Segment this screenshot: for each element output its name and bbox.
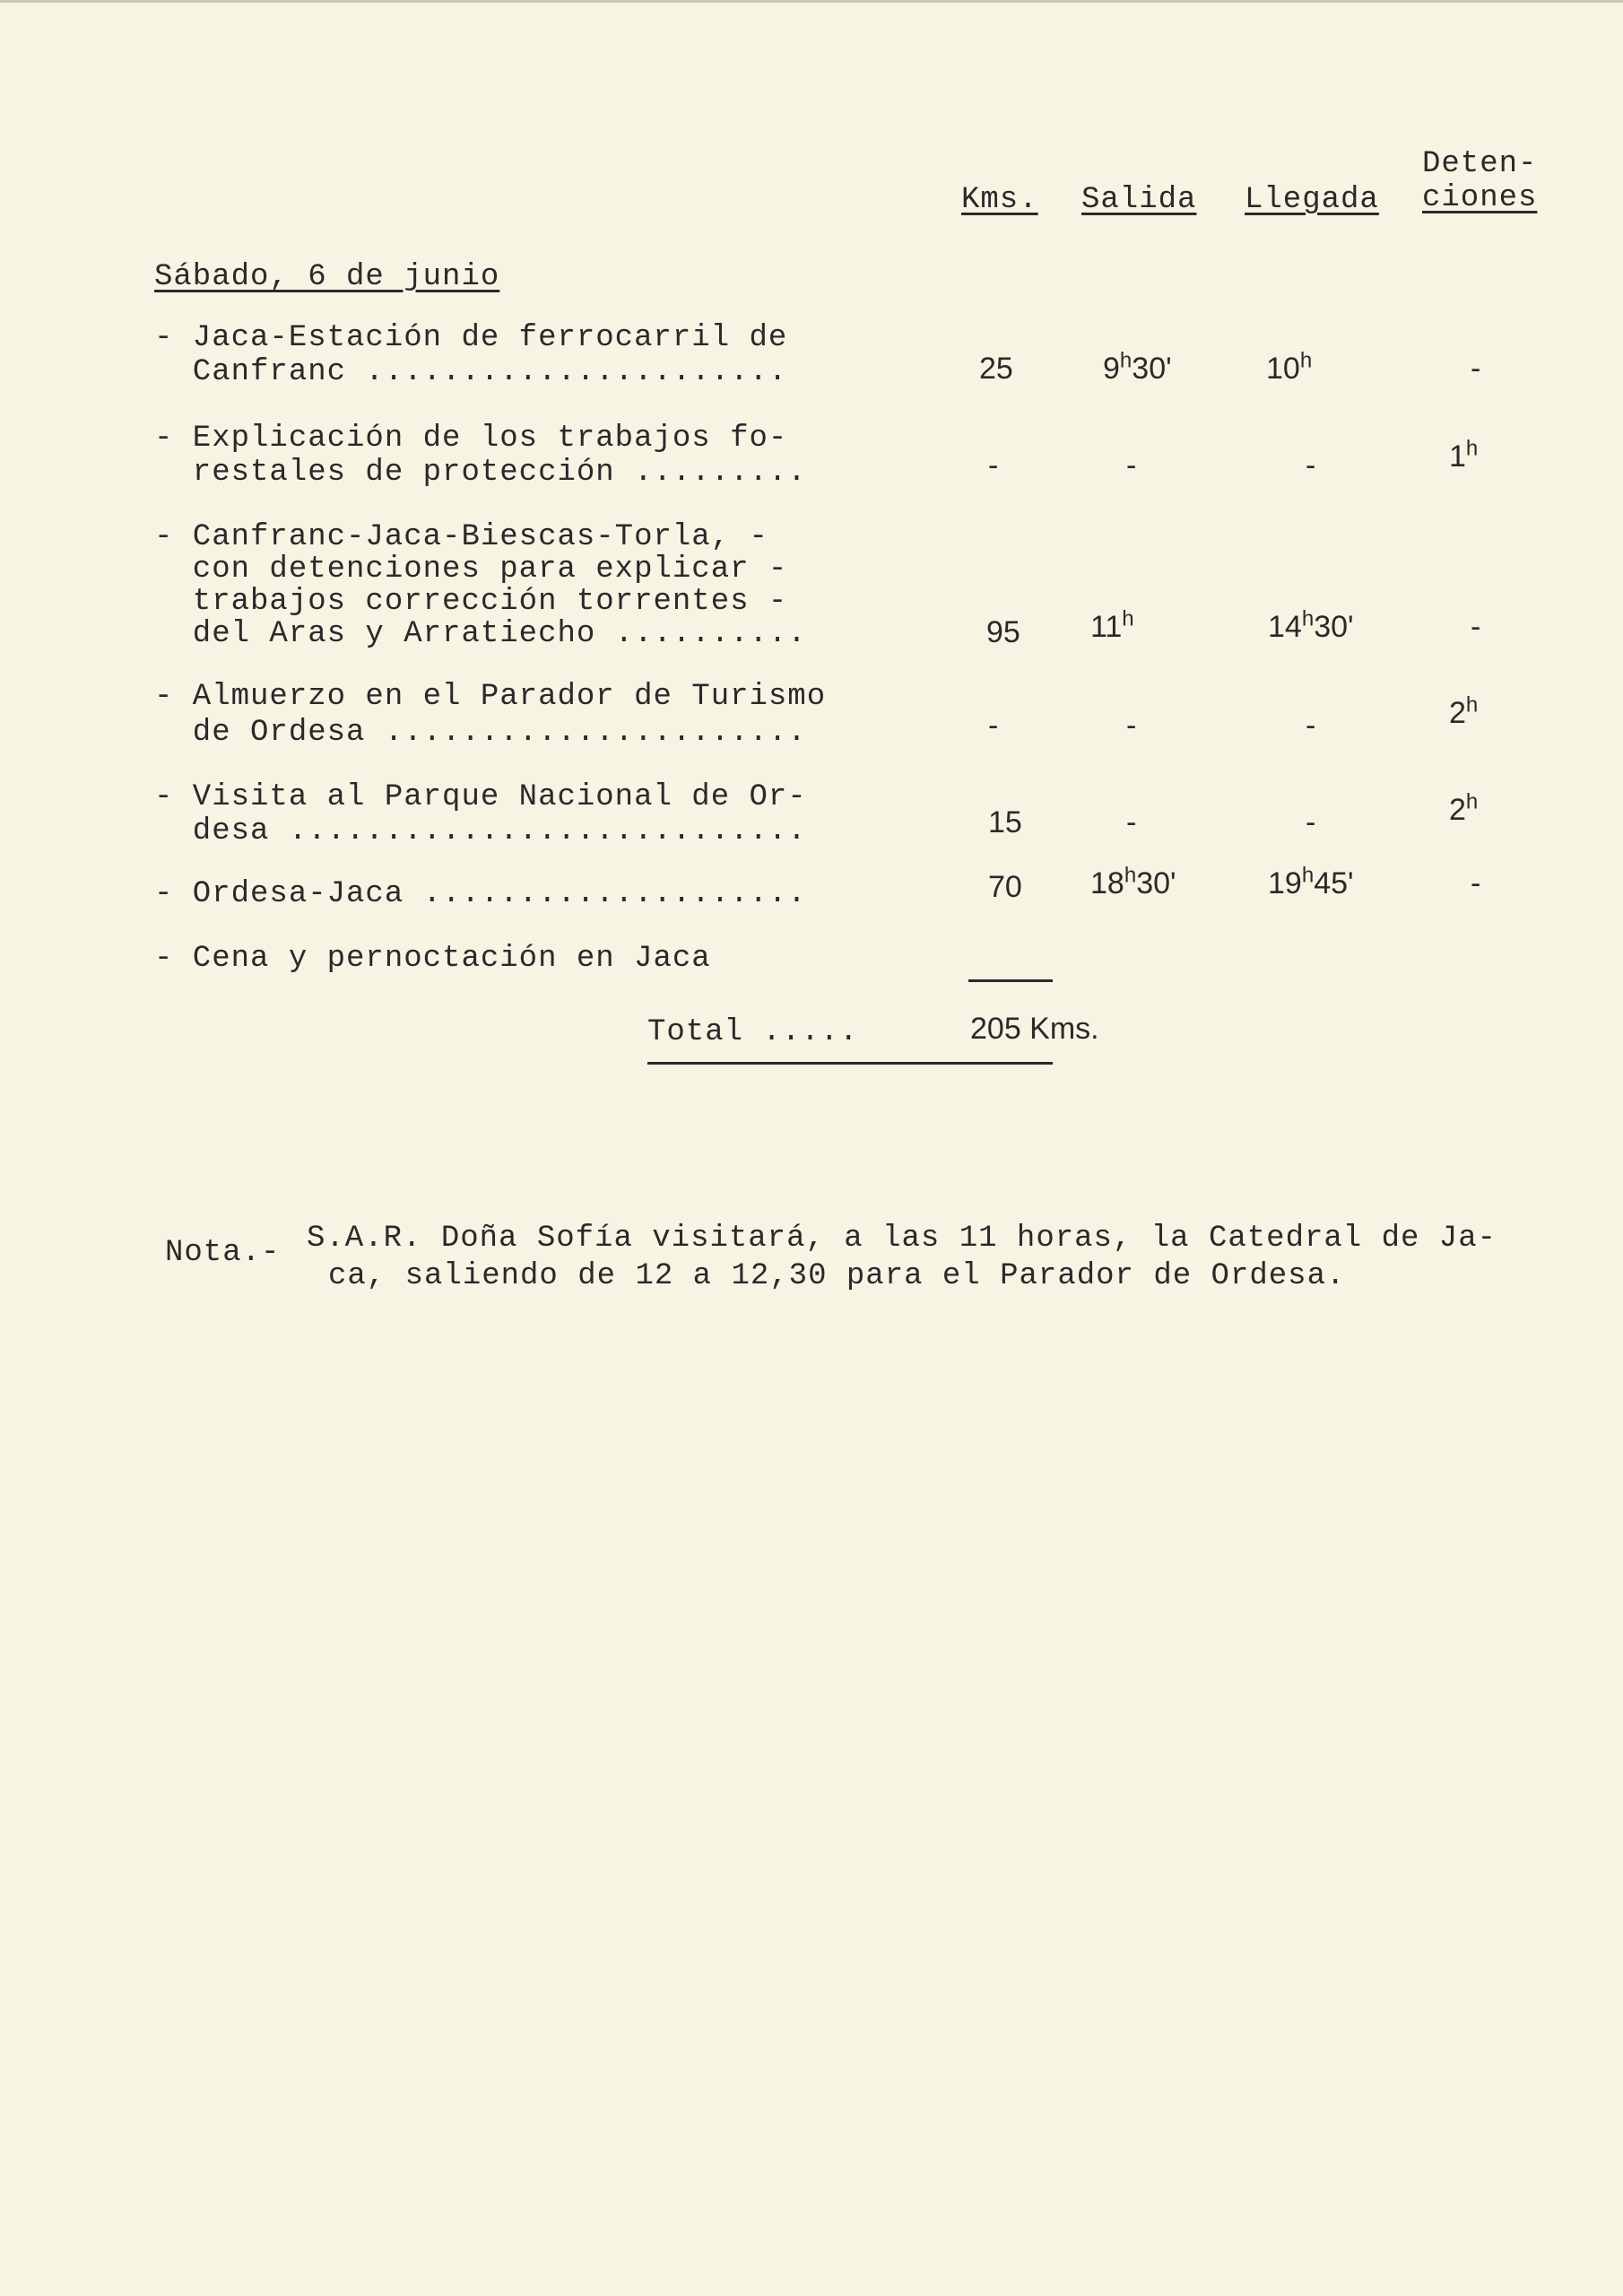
row-6-salida: 18$^h$30'	[1090, 863, 1176, 900]
page-edge	[0, 0, 1623, 3]
row-2-salida: -	[1126, 448, 1137, 483]
row-3-detenciones: -	[1471, 610, 1481, 644]
row-1-line-2: Canfranc ......................	[154, 355, 788, 389]
row-6-detenciones: -	[1471, 866, 1481, 900]
row-3-line-4: del Aras y Arratiecho ..........	[154, 617, 807, 651]
total-underline	[647, 1062, 1053, 1065]
row-1-salida: 9$^h$30'	[1103, 348, 1172, 386]
row-5-line-2: desa ...........................	[154, 814, 807, 848]
row-2-line-1: - Explicación de los trabajos fo-	[154, 422, 788, 456]
row-4-detenciones: 2$^h$	[1449, 692, 1479, 730]
day-title: Sábado, 6 de junio	[154, 260, 500, 294]
row-6-llegada: 19$^h$45'	[1268, 863, 1354, 900]
total-label: Total .....	[647, 1015, 859, 1049]
header-detenciones-line2: ciones	[1422, 181, 1538, 215]
nota-line-1: S.A.R. Doña Sofía visitará, a las 11 horas, la Catedral de Ja-	[307, 1222, 1497, 1256]
row-4-line-1: - Almuerzo en el Parador de Turismo	[154, 680, 827, 714]
row-6-line-1: - Ordesa-Jaca ....................	[154, 877, 807, 911]
row-2-kms: -	[988, 448, 999, 483]
row-4-line-2: de Ordesa ......................	[154, 716, 807, 750]
row-2-detenciones: 1$^h$	[1449, 436, 1479, 474]
header-llegada: Llegada	[1245, 183, 1379, 217]
row-5-salida: -	[1126, 805, 1137, 839]
row-2-llegada: -	[1306, 448, 1316, 483]
row-5-llegada: -	[1306, 805, 1316, 839]
sum-line	[968, 979, 1053, 982]
row-1-detenciones: -	[1471, 352, 1481, 386]
row-3-line-3: trabajos corrección torrentes -	[154, 585, 788, 619]
total-value: 205 Kms.	[970, 1012, 1099, 1046]
row-3-llegada: 14$^h$30'	[1268, 606, 1354, 644]
header-kms: Kms.	[961, 183, 1038, 217]
row-3-kms: 95	[986, 615, 1020, 649]
nota-prefix: Nota.-	[165, 1236, 281, 1270]
row-5-detenciones: 2$^h$	[1449, 789, 1479, 827]
row-5-line-1: - Visita al Parque Nacional de Or-	[154, 780, 807, 814]
row-7-line-1: - Cena y pernoctación en Jaca	[154, 942, 711, 976]
row-2-line-2: restales de protección .........	[154, 456, 807, 490]
row-3-line-2: con detenciones para explicar -	[154, 552, 788, 587]
row-4-salida: -	[1126, 709, 1137, 743]
row-5-kms: 15	[988, 805, 1022, 839]
row-4-llegada: -	[1306, 709, 1316, 743]
row-3-line-1: - Canfranc-Jaca-Biescas-Torla, -	[154, 520, 768, 554]
row-1-kms: 25	[979, 352, 1013, 386]
nota-line-2: ca, saliendo de 12 a 12,30 para el Parador de Ordesa.	[328, 1259, 1346, 1293]
header-detenciones-line1: Deten-	[1422, 147, 1538, 181]
row-1-line-1: - Jaca-Estación de ferrocarril de	[154, 321, 788, 355]
header-salida: Salida	[1081, 183, 1197, 217]
row-6-kms: 70	[988, 870, 1022, 904]
row-1-llegada: 10$^h$	[1266, 348, 1313, 386]
row-3-salida: 11$^h$	[1090, 606, 1134, 644]
row-4-kms: -	[988, 709, 999, 743]
